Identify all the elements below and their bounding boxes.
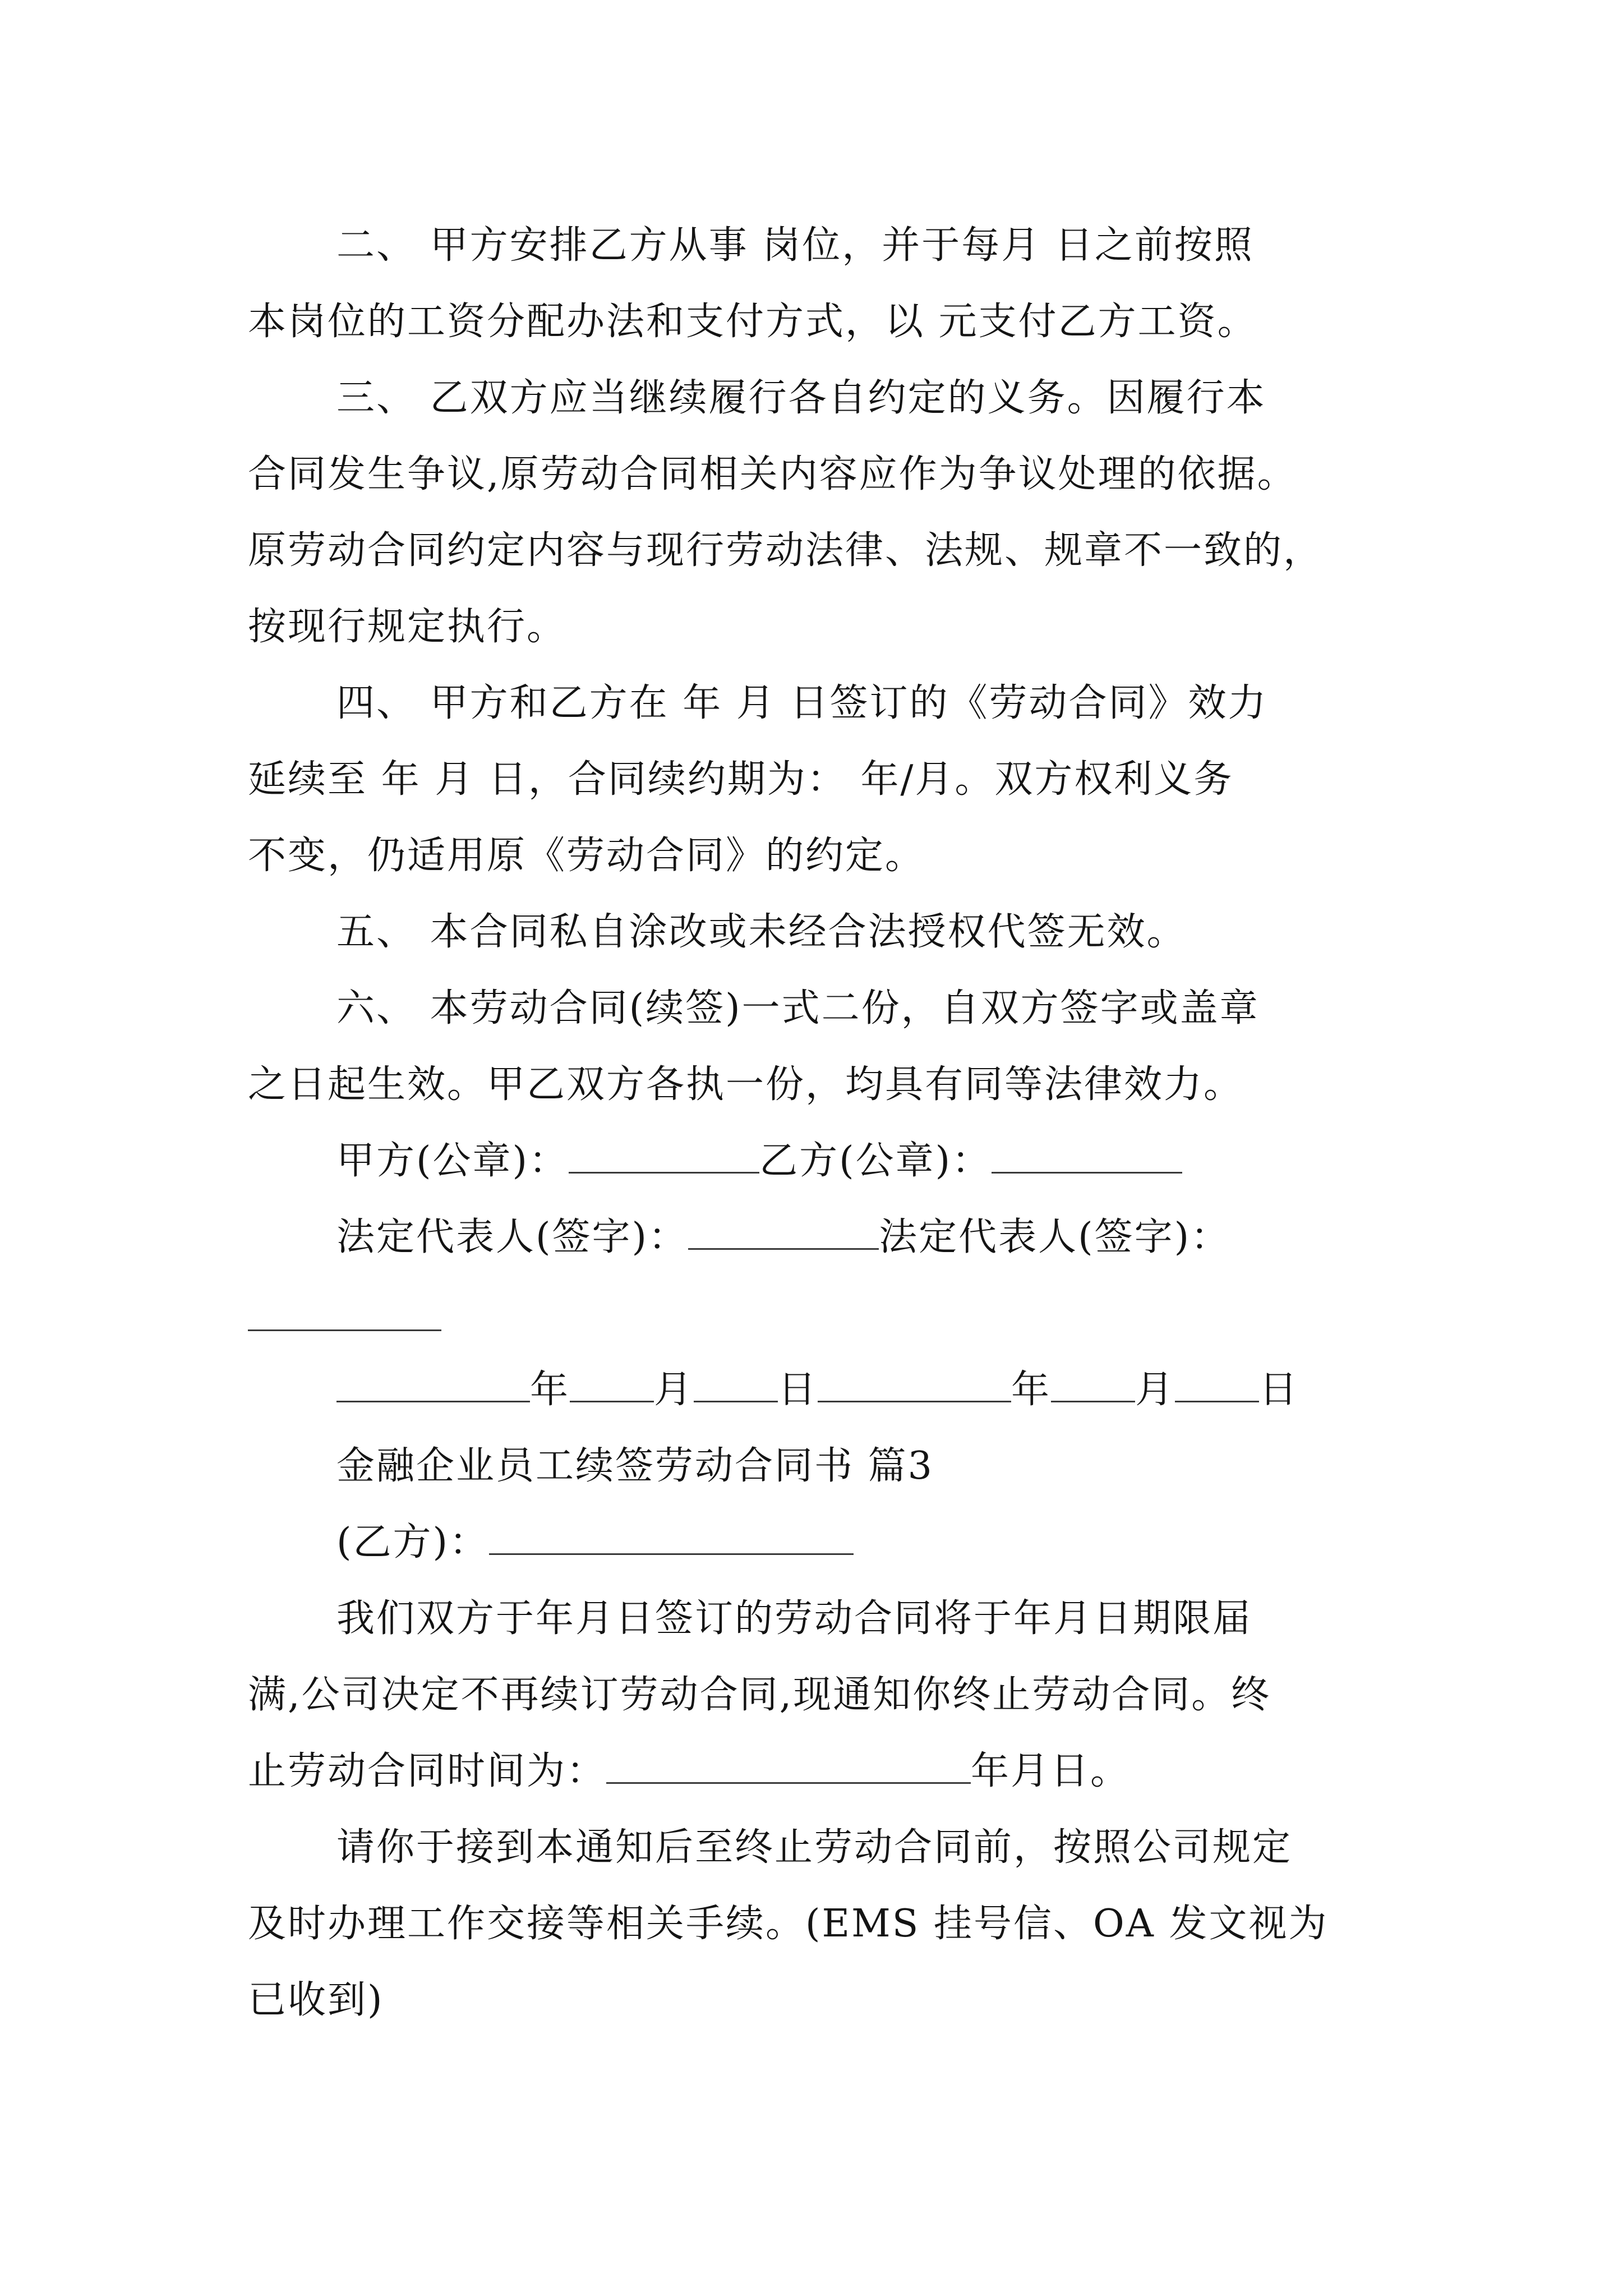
notice-line: 我们双方于年月日签订的劳动合同将于年月日期限届 bbox=[336, 1596, 1253, 1641]
recipient-line bbox=[336, 1504, 1464, 1581]
date-line bbox=[336, 1352, 1464, 1428]
paragraph-line: 三、 乙双方应当继续履行各自约定的义务。因履行本 bbox=[336, 376, 1266, 420]
recipient-label: (乙方)： bbox=[336, 1520, 490, 1565]
notice-line: 已收到) bbox=[248, 1978, 384, 2022]
day-label: 日 bbox=[1259, 1368, 1299, 1412]
representative-line bbox=[336, 1199, 1464, 1276]
month-a-blank bbox=[570, 1369, 654, 1402]
recipient-blank bbox=[489, 1522, 854, 1555]
paragraph-line: 按现行规定执行。 bbox=[248, 605, 567, 649]
day-a-blank bbox=[694, 1369, 778, 1402]
rep-b-label: 法定代表人(签字)： bbox=[879, 1215, 1231, 1259]
paragraph-line: 合同发生争议,原劳动合同相关内容应作为争议处理的依据。 bbox=[248, 452, 1297, 496]
party-a-seal-blank bbox=[569, 1140, 759, 1174]
party-a-seal-label: 甲方(公章)： bbox=[336, 1139, 569, 1183]
year-label: 年 bbox=[530, 1368, 570, 1412]
seal-line bbox=[336, 1123, 1464, 1199]
termination-date-blank bbox=[606, 1751, 971, 1784]
paragraph-line: 原劳动合同约定内容与现行劳动法律、法规、规章不一致的， bbox=[248, 528, 1324, 573]
date-b-blank bbox=[818, 1369, 1011, 1402]
rep-a-blank bbox=[688, 1217, 879, 1250]
paragraph-line: 四、 甲方和乙方在 年 月 日签订的《劳动合同》效力 bbox=[336, 681, 1268, 725]
month-label: 月 bbox=[1135, 1368, 1175, 1412]
paragraph-line: 之日起生效。甲乙双方各执一份，均具有同等法律效力。 bbox=[248, 1062, 1244, 1107]
rep-b-blank bbox=[248, 1329, 441, 1331]
paragraph-line: 二、 甲方安排乙方从事 岗位，并于每月 日之前按照 bbox=[336, 223, 1254, 268]
termination-date-label: 止劳动合同时间为： bbox=[248, 1749, 607, 1793]
paragraph-line: 五、 本合同私自涂改或未经合法授权代签无效。 bbox=[336, 910, 1187, 954]
notice-line: 请你于接到本通知后至终止劳动合同前，按照公司规定 bbox=[336, 1825, 1293, 1870]
year-label: 年 bbox=[1011, 1368, 1052, 1412]
termination-date-suffix: 年月日。 bbox=[971, 1749, 1131, 1793]
paragraph-line: 延续至 年 月 日，合同续约期为： 年/月。双方权利义务 bbox=[248, 757, 1234, 802]
notice-line: 及时办理工作交接等相关手续。(EMS 挂号信、OA 发文视为 bbox=[248, 1902, 1329, 1946]
month-b-blank bbox=[1051, 1369, 1135, 1402]
section-title: 金融企业员工续签劳动合同书 篇3 bbox=[336, 1444, 934, 1488]
date-a-blank bbox=[336, 1369, 530, 1402]
paragraph-line: 本岗位的工资分配办法和支付方式，以 元支付乙方工资。 bbox=[248, 300, 1257, 344]
rep-a-label: 法定代表人(签字)： bbox=[336, 1215, 689, 1259]
party-b-seal-blank bbox=[992, 1140, 1182, 1174]
paragraph-line: 六、 本劳动合同(续签)一式二份，自双方签字或盖章 bbox=[336, 986, 1260, 1030]
day-b-blank bbox=[1175, 1369, 1259, 1402]
notice-line bbox=[248, 1733, 1375, 1810]
paragraph-line: 不变，仍适用原《劳动合同》的约定。 bbox=[248, 834, 925, 878]
party-b-seal-label: 乙方(公章)： bbox=[759, 1139, 992, 1183]
notice-line: 满,公司决定不再续订劳动合同,现通知你终止劳动合同。终 bbox=[248, 1673, 1271, 1717]
month-label: 月 bbox=[654, 1368, 694, 1412]
day-label: 日 bbox=[778, 1368, 818, 1412]
